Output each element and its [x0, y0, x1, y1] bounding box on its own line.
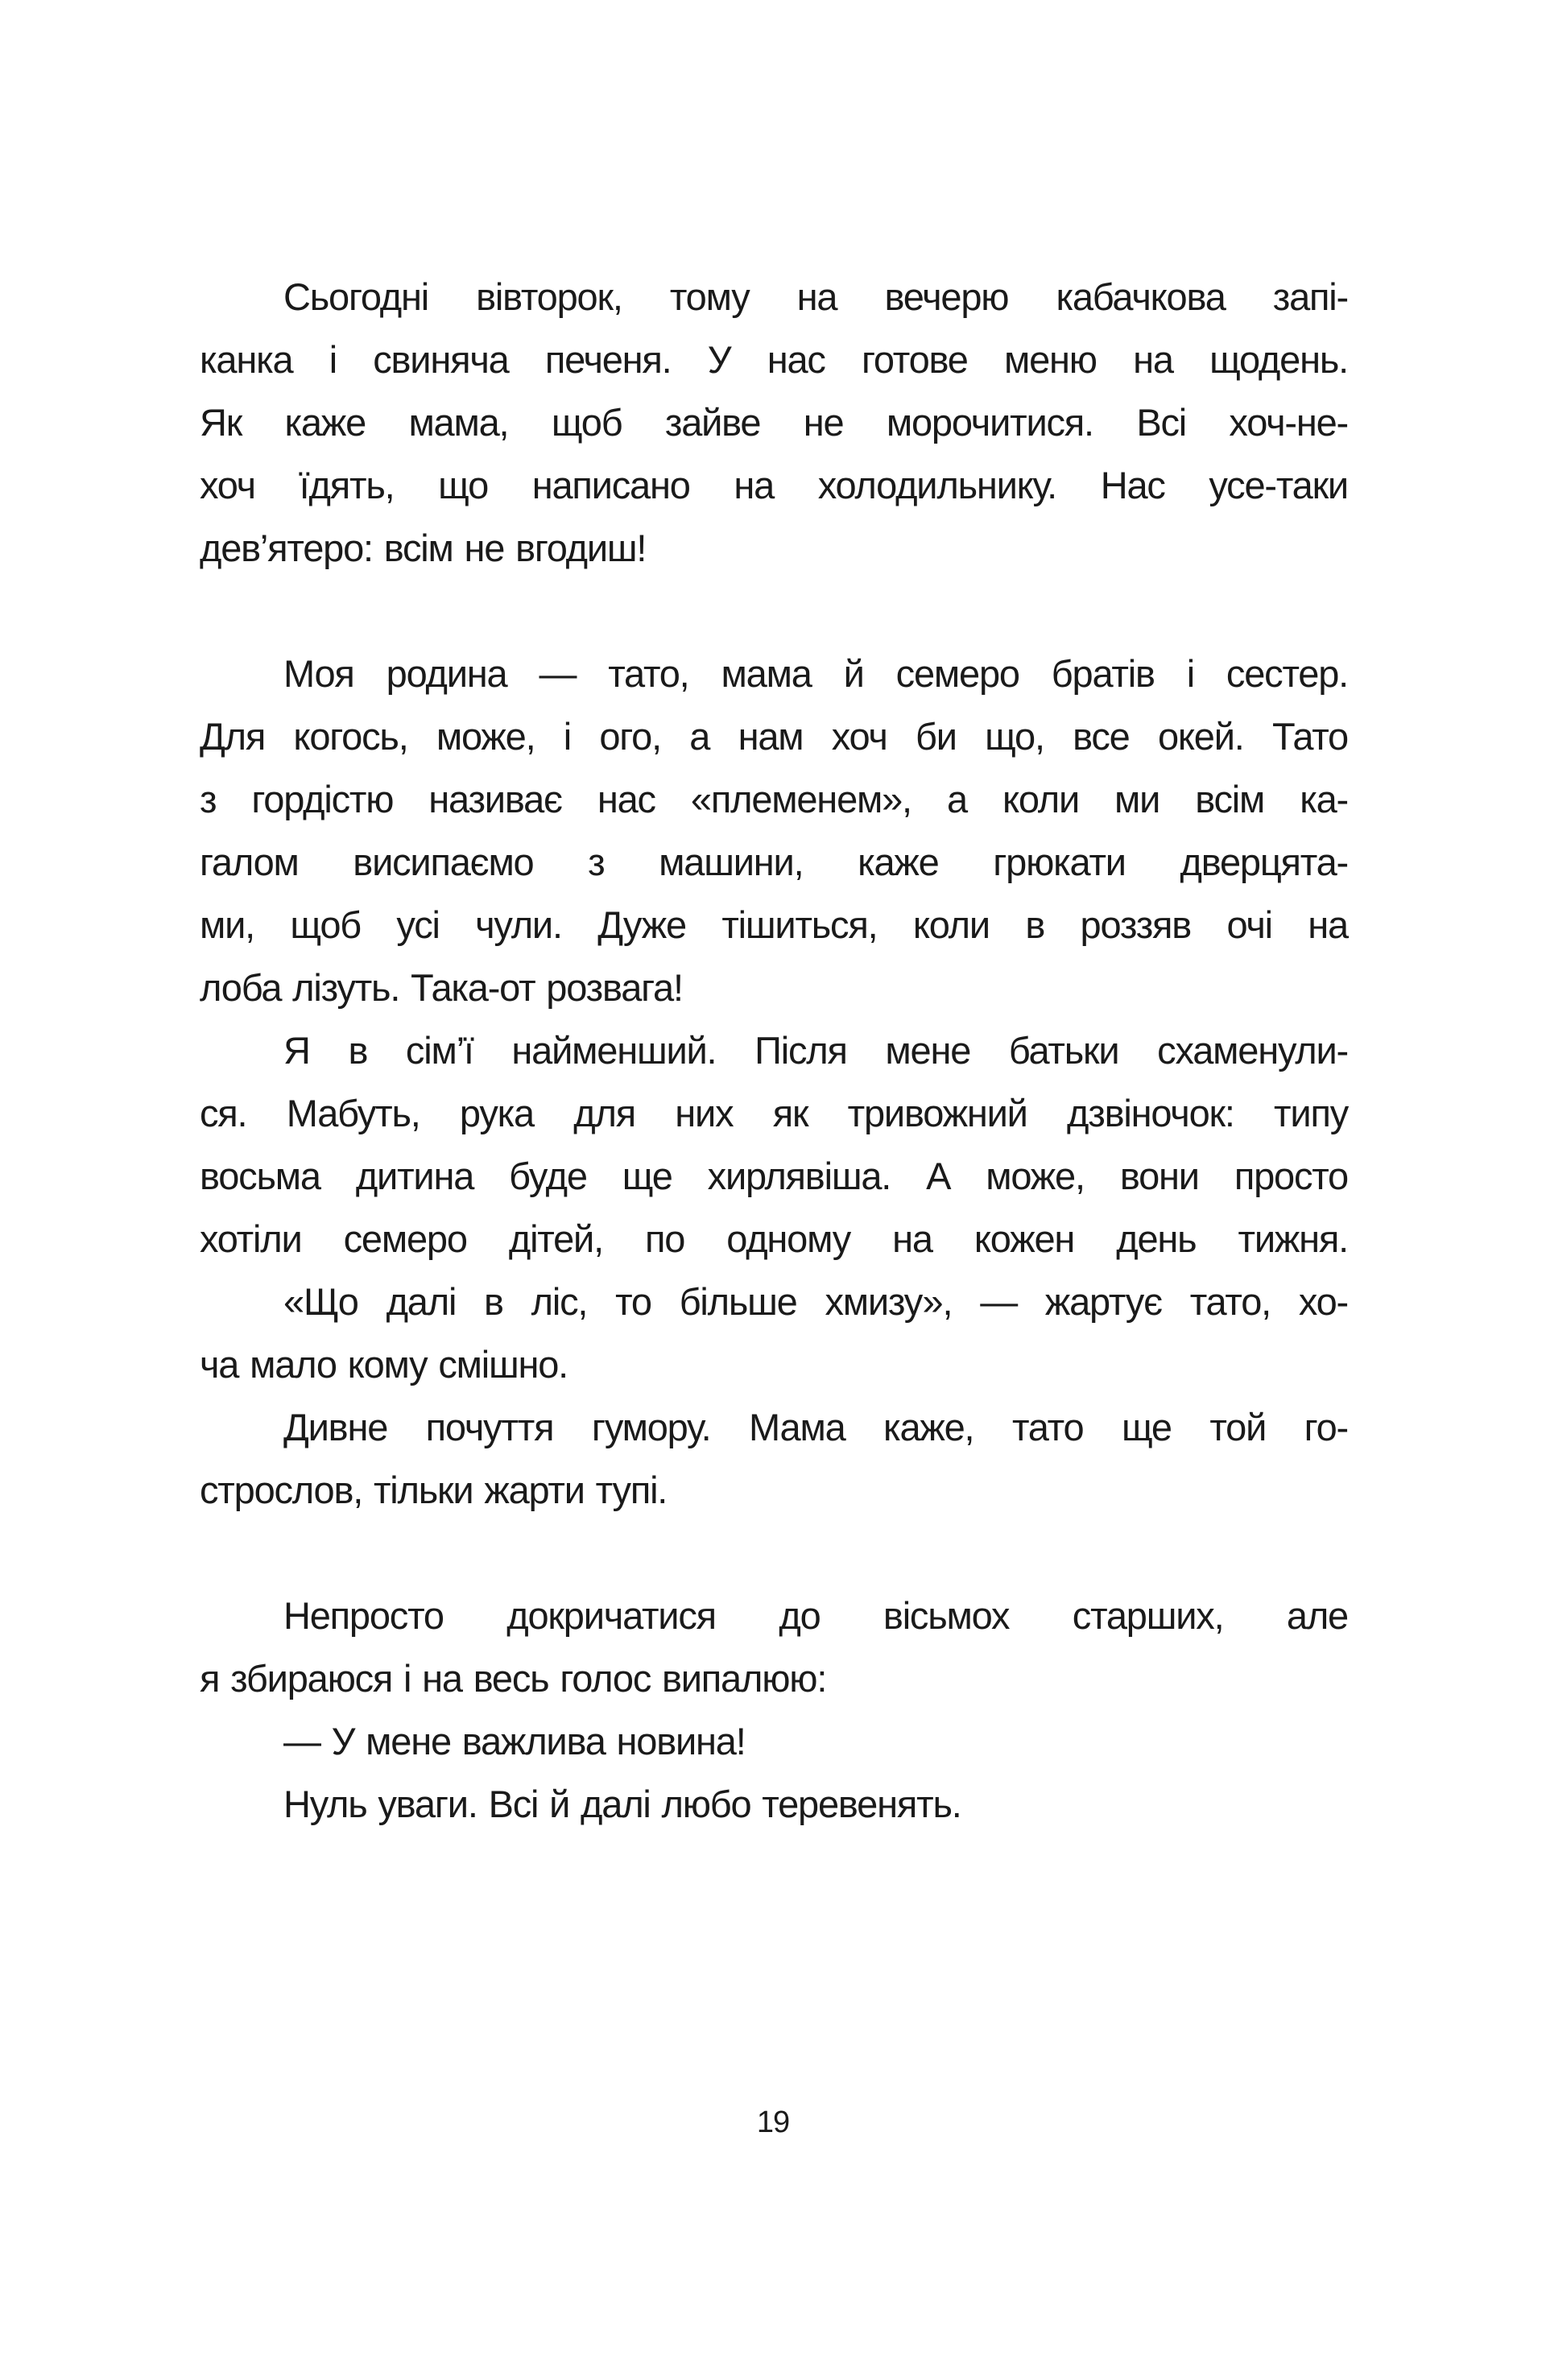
text-line: Сьогодні вівторок, тому на вечерю кабачкова запі-: [283, 275, 1348, 318]
paragraph-1: [200, 266, 1348, 580]
section-break: [200, 1522, 1348, 1585]
text-line: Моя родина — тато, мама й семеро братів і сестер.: [283, 652, 1348, 695]
page-body-text: [200, 266, 1348, 1836]
page-number: 19: [756, 2105, 790, 2139]
paragraph-3: [200, 1019, 1348, 1271]
text-line: дев’ятеро: всім не вгодиш!: [200, 527, 647, 569]
paragraph-7-dialogue: [200, 1710, 1348, 1773]
text-line: Нуль уваги. Всі й далі любо теревенять.: [283, 1783, 961, 1825]
text-line: я збираюся і на весь голос випалюю:: [200, 1657, 827, 1700]
text-line: канка і свиняча печеня. У нас готове меню на щодень.: [200, 338, 1348, 381]
text-line: ся. Мабуть, рука для них як тривожний дзвіночок: типу: [200, 1092, 1348, 1134]
text-line: Непросто докричатися до вісьмох старших, але: [283, 1594, 1348, 1637]
section-break: [200, 580, 1348, 643]
text-line: Я в сім’ї найменший. Після мене батьки схаменули-: [283, 1029, 1348, 1072]
text-line: хотіли семеро дітей, по одному на кожен день тижня.: [200, 1217, 1348, 1260]
text-line: строслов, тільки жарти тупі.: [200, 1469, 668, 1511]
text-line: хоч їдять, що написано на холодильнику. Нас усе-таки: [200, 464, 1348, 506]
paragraph-2: [200, 643, 1348, 1019]
paragraph-4: [200, 1271, 1348, 1396]
text-line: ча мало кому смішно.: [200, 1343, 568, 1386]
text-line: восьма дитина буде ще хирлявіша. А може, вони просто: [200, 1155, 1348, 1197]
text-line: лоба лізуть. Така-от розвага!: [200, 966, 683, 1009]
text-line: — У мене важлива новина!: [283, 1720, 746, 1762]
text-line: «Що далі в ліс, то більше хмизу», — жартує тато, хо-: [283, 1280, 1348, 1323]
text-line: з гордістю називає нас «племенем», а коли ми всім ка-: [200, 778, 1348, 820]
paragraph-5: [200, 1396, 1348, 1522]
text-line: Дивне почуття гумору. Мама каже, тато ще той го-: [283, 1406, 1348, 1448]
text-line: Для когось, може, і ого, а нам хоч би що, все окей. Тато: [200, 715, 1348, 758]
paragraph-6: [200, 1585, 1348, 1710]
text-line: ми, щоб усі чули. Дуже тішиться, коли в роззяв очі на: [200, 903, 1348, 946]
paragraph-8: [200, 1773, 1348, 1836]
text-line: галом висипаємо з машини, каже грюкати дверцята-: [200, 841, 1348, 883]
text-line: Як каже мама, щоб зайве не морочитися. Всі хоч-не-: [200, 401, 1348, 444]
